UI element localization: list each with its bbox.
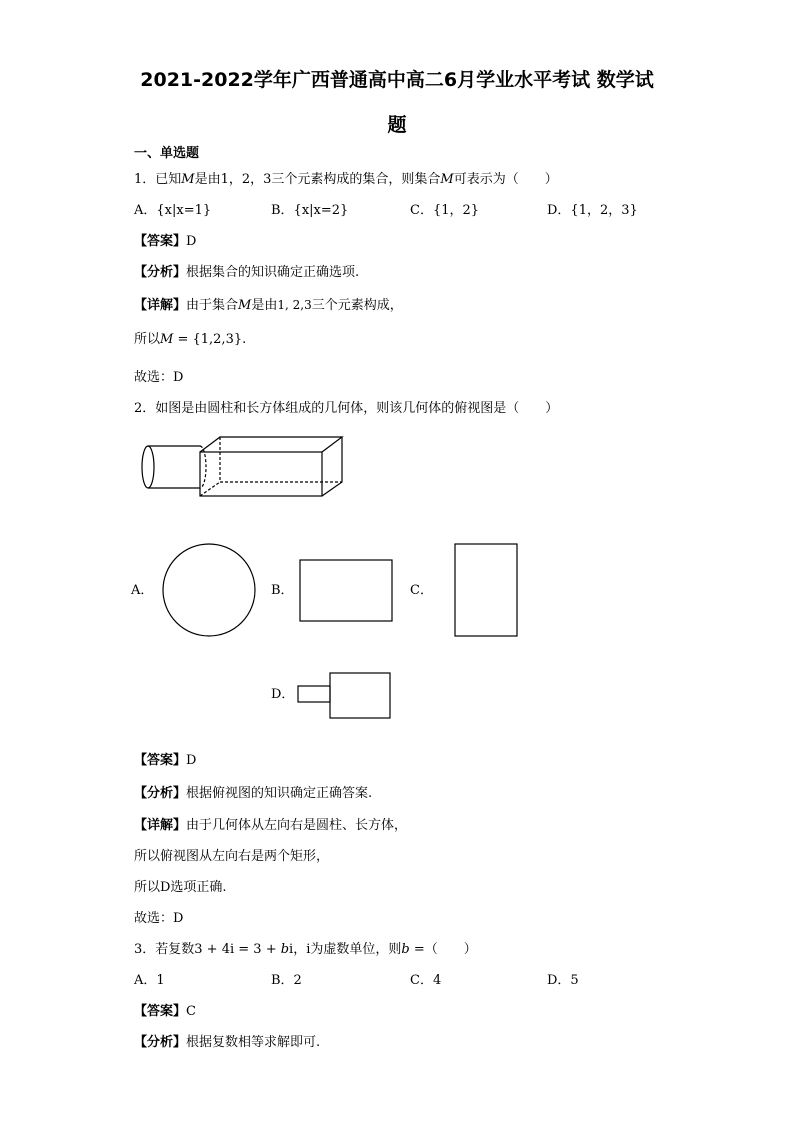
q1-option-c: C．{1，2}: [410, 203, 480, 218]
section-heading: 一、单选题: [134, 146, 200, 161]
q1-detail-nums: 1, 2,3: [277, 298, 312, 312]
analysis-tag: 【分析】: [134, 1035, 187, 1050]
doc-title-line2: 题: [387, 114, 407, 136]
q1-detail-m: M: [238, 298, 252, 313]
analysis-tag: 【分析】: [134, 265, 187, 280]
q1-so: [134, 332, 246, 348]
box-hidden-edges: [220, 437, 342, 482]
q1-detail-a: 由于集合: [186, 298, 239, 313]
q1-stem-m2: M: [440, 172, 454, 187]
q3-option-a: A．1: [134, 973, 165, 988]
q3-analysis-text: 根据复数相等求解即可.: [186, 1035, 321, 1050]
q2-detail: [134, 818, 407, 834]
q2-label-d: D．: [271, 687, 295, 702]
q3-option-d: D．5: [547, 973, 579, 988]
q3-option-c: C．4: [410, 973, 442, 988]
q1-stem-m: M: [181, 172, 195, 187]
q2-solid-figure: [130, 432, 352, 500]
q1-conclusion: 故选：D: [134, 370, 184, 385]
q1-option-a: A．{x|x=1}: [134, 203, 212, 218]
q2-analysis-text: 根据俯视图的知识确定正确答案.: [186, 786, 373, 801]
q1-analysis-text: 根据集合的知识确定正确选项.: [186, 265, 360, 280]
q1-stem: [134, 172, 558, 188]
q1-so-b: = {1,2,3}.: [173, 332, 247, 347]
cylinder-left-face: [142, 446, 154, 488]
q3-answer-value: C: [186, 1004, 196, 1019]
q2-label-c: C．: [410, 583, 433, 598]
q1-detail-b: 是由: [251, 298, 278, 313]
q2-label-a: A．: [131, 583, 154, 598]
doc-title-line1: 2021-2022学年广西普通高中高二6月学业水平考试 数学试: [140, 69, 654, 91]
q3-stem-e: =（ ）: [409, 942, 477, 957]
q2-answer: [134, 753, 196, 769]
q1-answer-value: D: [186, 234, 197, 249]
q1-stem-a: 1．已知: [134, 172, 182, 187]
q3-stem-d: b: [401, 942, 410, 957]
answer-tag: 【答案】: [134, 753, 187, 768]
q2-detail-text: 由于几何体从左向右是圆柱、长方体，: [186, 818, 408, 833]
q1-so-a: 所以: [134, 332, 161, 347]
answer-tag: 【答案】: [134, 1004, 187, 1019]
q2-answer-value: D: [186, 753, 197, 768]
q1-so-m: M: [160, 332, 174, 347]
q3-option-b: B．2: [271, 973, 302, 988]
q3-stem-a: 3．若复数3 + 4i = 3 +: [134, 942, 281, 957]
q3-analysis: [134, 1035, 320, 1051]
q1-option-d: D．{1，2，3}: [547, 203, 638, 218]
q1-answer: [134, 234, 196, 250]
q2-option-b-rectangle: [298, 558, 396, 624]
q1-detail-c: 三个元素构成，: [311, 298, 403, 313]
box-front-face: [200, 452, 322, 496]
q3-stem-b: b: [280, 942, 290, 957]
q2-detail-line2: 所以俯视图从左向右是两个矩形，: [134, 849, 330, 864]
q2-stem: 2．如图是由圆柱和长方体组成的几何体，则该几何体的俯视图是（ ）: [134, 401, 559, 416]
box-right-face: [322, 437, 342, 496]
answer-tag: 【答案】: [134, 234, 187, 249]
q2-analysis: [134, 786, 372, 802]
detail-tag: 【详解】: [134, 818, 187, 833]
q2-conclusion: 故选：D: [134, 911, 184, 926]
box-hidden-diagonal: [200, 482, 220, 496]
q2-option-a-circle: [160, 542, 258, 640]
analysis-tag: 【分析】: [134, 786, 187, 801]
detail-tag: 【详解】: [134, 298, 187, 313]
q3-stem: [134, 942, 477, 958]
q1-analysis: [134, 265, 359, 281]
q1-stem-c: 可表示为（ ）: [453, 172, 558, 187]
q2-option-d-two-rectangles: [296, 671, 394, 721]
q2-detail-line3: 所以D选项正确.: [134, 880, 227, 895]
q1-option-b: B．{x|x=2}: [271, 203, 349, 218]
q1-detail: [134, 297, 403, 314]
q3-answer: [134, 1004, 196, 1020]
q2-option-c-rectangle: [453, 542, 521, 640]
box-top-face: [200, 437, 342, 452]
q1-stem-b: 是由1，2，3三个元素构成的集合，则集合: [194, 172, 441, 187]
q2-label-b: B．: [271, 583, 294, 598]
q3-stem-c: i，i为虚数单位，则: [289, 942, 402, 957]
